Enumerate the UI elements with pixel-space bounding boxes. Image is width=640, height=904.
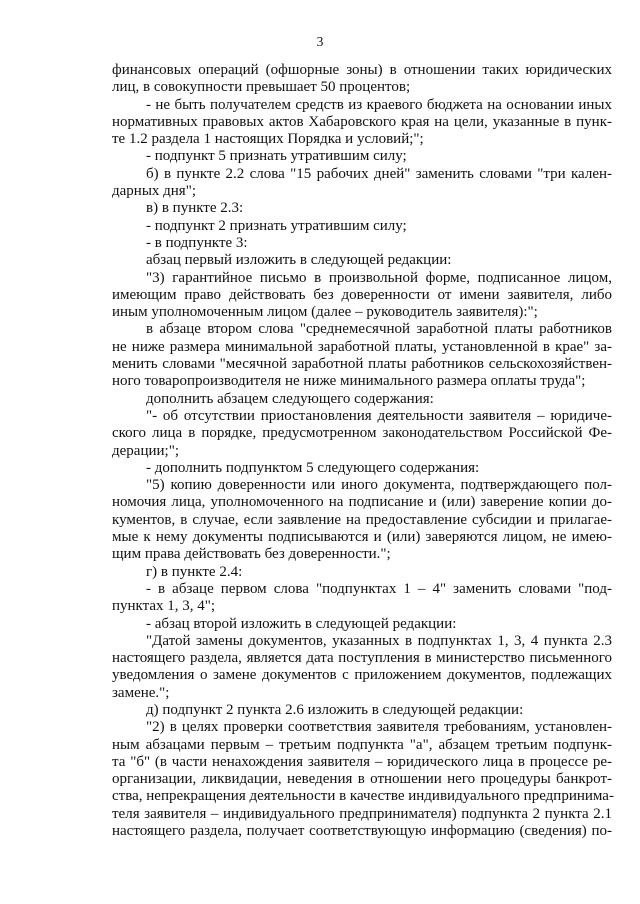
text-line: - подпункт 2 признать утратившим силу; — [146, 217, 407, 234]
text-line: менить словами "месячной заработной платы работников сельскохозяйствен- — [112, 356, 612, 373]
text-line: абзац первый изложить в следующей редакции: — [146, 252, 452, 269]
text-line: щим права действовать без доверенности."; — [112, 546, 391, 563]
text-line: ным абзацами первым – третьим подпункта "а", абзацем третьим подпунк- — [112, 736, 612, 753]
text-line: имеющим право действовать без доверенности от имени заявителя, либо — [112, 286, 612, 303]
text-line: настоящего раздела, получает соответствующую информацию (сведения) по- — [112, 823, 612, 840]
text-line: кументов, в случае, если заявление на предоставление субсидии и прилагае- — [112, 511, 612, 528]
text-line: - подпункт 5 признать утратившим силу; — [146, 148, 407, 165]
text-line: лиц, в совокупности превышает 50 процентов; — [112, 79, 411, 96]
text-line: б) в пункте 2.2 слова "15 рабочих дней" заменить словами "три кален- — [146, 165, 612, 182]
text-line: в абзаце втором слова "среднемесячной заработной платы работников — [146, 321, 612, 338]
text-line: организации, ликвидации, неведения в отношении него процедуры банкрот- — [112, 771, 612, 788]
text-line: д) подпункт 2 пункта 2.6 изложить в следующей редакции: — [146, 701, 524, 718]
text-line: иным уполномоченным лицом (далее – руководитель заявителя):"; — [112, 304, 538, 321]
text-line: номочия лица, уполномоченного на подписание и (или) заверение копии до- — [112, 494, 612, 511]
text-line: "- об отсутствии приостановления деятельности заявителя – юридиче- — [146, 407, 612, 424]
text-line: дерации;"; — [112, 442, 179, 459]
text-line: ного товаропроизводителя не ниже минимального размера оплаты труда"; — [112, 373, 586, 390]
text-line: мые к нему документы подписываются и (или) заверяются лицом, не имею- — [112, 529, 612, 546]
text-line: уведомления о замене документов с приложением документов, подлежащих — [112, 667, 612, 684]
text-line: - в абзаце первом слова "подпунктах 1 – 4" заменить словами "под- — [146, 580, 612, 597]
text-line: дарных дня"; — [112, 183, 196, 200]
text-line: "5) копию доверенности или иного документа, подтверждающего пол- — [146, 477, 612, 494]
text-line: - не быть получателем средств из краевого бюджета на основании иных — [146, 96, 612, 113]
text-line: в) в пункте 2.3: — [146, 200, 244, 217]
page-number: 3 — [316, 34, 324, 49]
text-line: настоящего раздела, является дата поступления в министерство письменного — [112, 650, 612, 667]
text-line: "Датой замены документов, указанных в подпунктах 1, 3, 4 пункта 2.3 — [146, 632, 612, 649]
text-line: г) в пункте 2.4: — [146, 563, 243, 580]
text-line: те 1.2 раздела 1 настоящих Порядка и условий;"; — [112, 131, 424, 148]
text-line: финансовых операций (офшорные зоны) в отношении таких юридических — [112, 62, 612, 78]
text-line: теля заявителя – индивидуального предпринимателя) подпункта 2 пункта 2.1 — [112, 805, 612, 822]
text-line: ского лица в порядке, предусмотренном законодательством Российской Фе- — [112, 425, 612, 442]
text-line: дополнить абзацем следующего содержания: — [146, 390, 434, 407]
text-line: та "б" (в части ненахождения заявителя – юридического лица в процессе ре- — [112, 753, 612, 770]
text-line: не ниже размера минимальной заработной платы, установленной в крае" за- — [112, 338, 612, 355]
text-line: - дополнить подпунктом 5 следующего содержания: — [146, 459, 480, 476]
text-line: нормативных правовых актов Хабаровского края на цели, указанные в пунк- — [112, 113, 612, 130]
text-line: ства, непрекращения деятельности в качестве индивидуального предпринима- — [112, 788, 614, 805]
text-line: "3) гарантийное письмо в произвольной форме, подписанное лицом, — [146, 269, 612, 286]
document-body — [112, 62, 612, 840]
text-line: пунктах 1, 3, 4"; — [112, 598, 216, 615]
text-line: - абзац второй изложить в следующей редакции: — [146, 615, 457, 632]
text-line: "2) в целях проверки соответствия заявителя требованиям, установлен- — [146, 719, 612, 736]
text-line: - в подпункте 3: — [146, 234, 248, 251]
text-line: замене."; — [112, 684, 170, 701]
